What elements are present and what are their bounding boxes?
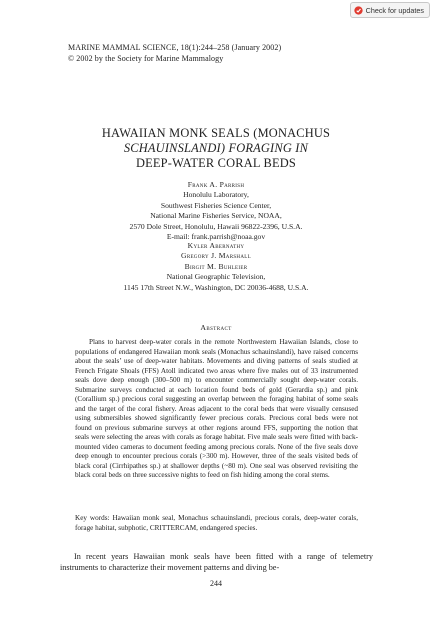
check-for-updates-badge[interactable] xyxy=(350,2,430,18)
abstract-text: Plans to harvest deep-water corals in the remote Northwestern Hawaiian Islands, close to populations of endangered Hawaiian monk seals (Monachus schauinslandi), have raised concerns about the seals’ use of deep-water habitats. Movements and diving patterns of seals studied at French Frigate Shoals (FFS) Atoll indicated two areas where five males out of 33 instrumented seals dove deep enough (300–500 m) to encounter commercially sought deep-water corals. Submarine surveys conducted at each location found beds of gold (Gerardia sp.) and pink (Corallium sp.) precious coral suggesting an overlap between the foraging habitat of some seals and the target of the coral fishery. Areas adjacent to the coral beds that were visually censused using submersibles showed significantly fewer precious corals. Precious coral beds were not found on previous submarine surveys at other regions around FFS, supporting the notion that seals were selecting the areas with corals as forage habitat. Five male seals were fitted with back-mounted video cameras to document feeding among precious corals. None of the five seals dove deep enough to encounter precious corals (>300 m). However, three of the seals visited beds of black coral (Cirrhipathes sp.) at shallower depths (~80 m). One seal was observed revisiting the black coral beds on three successive nights to feed on fish hiding among the coral stems. xyxy=(75,338,358,479)
check-for-updates-label: Check for updates xyxy=(365,5,424,15)
affiliation-line: National Geographic Television, xyxy=(166,272,266,282)
intro-paragraph: In recent years Hawaiian monk seals have been fitted with a range of telemetry instruments to characterize their movement patterns and diving be- xyxy=(60,552,373,572)
page-number: 244 xyxy=(210,579,222,588)
journal-citation: MARINE MAMMAL SCIENCE, 18(1):244–258 (January 2002) xyxy=(68,43,282,52)
affiliation-line: Honolulu Laboratory, xyxy=(183,190,249,200)
author-name: Birgit M. Buhleier xyxy=(184,261,248,271)
author-name: Gregory J. Marshall xyxy=(181,251,251,261)
author-block-2 xyxy=(60,241,372,293)
author-block-1 xyxy=(60,180,372,242)
title-line-3: DEEP-WATER CORAL BEDS xyxy=(135,156,296,170)
title-line-1: HAWAIIAN MONK SEALS (MONACHUS xyxy=(101,126,331,140)
affiliation-line: National Marine Fisheries Service, NOAA, xyxy=(150,211,282,221)
crossmark-icon xyxy=(354,6,363,15)
author-name: Kyler Abernathy xyxy=(187,241,245,250)
author-email: E-mail: frank.parrish@noaa.gov xyxy=(166,232,266,242)
paper-title xyxy=(60,126,372,171)
author-name: Frank A. Parrish xyxy=(187,180,245,189)
keywords: Key words: Hawaiian monk seal, Monachus schauinslandi, precious corals, deep-water corals, forage habitat, subphotic, CRITTERCAM, endangered species. xyxy=(75,514,358,532)
affiliation-line: Southwest Fisheries Science Center, xyxy=(160,200,272,210)
affiliation-line: 2570 Dole Street, Honolulu, Hawaii 96822-2396, U.S.A. xyxy=(129,221,303,231)
journal-copyright: © 2002 by the Society for Marine Mammalogy xyxy=(68,53,224,63)
affiliation-line: 1145 17th Street N.W., Washington, DC 20036-4688, U.S.A. xyxy=(123,282,309,292)
journal-header xyxy=(68,43,281,64)
abstract-heading: Abstract xyxy=(200,323,232,332)
title-line-2: SCHAUINSLANDI) FORAGING IN xyxy=(123,141,309,155)
